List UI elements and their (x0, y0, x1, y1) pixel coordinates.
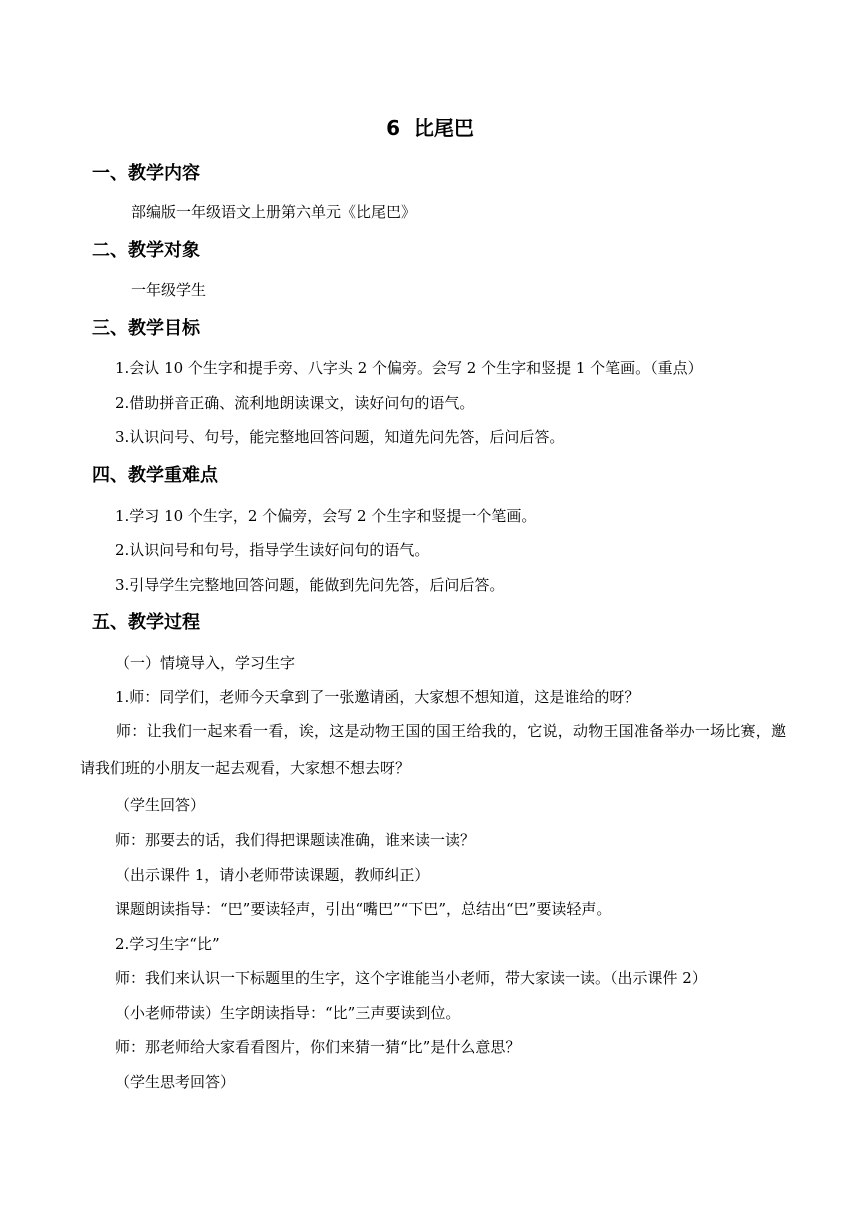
process-line: （小老师带读）生字朗读指导：“比”三声要读到位。 (115, 1004, 461, 1022)
process-line: 2.学习生字“比” (115, 935, 220, 953)
section-heading-objectives: 三、教学目标 (92, 318, 200, 339)
process-line: （出示课件 1，请小老师带读课题，教师纠正） (115, 866, 430, 884)
objective-item: 3.认识问号、句号，能完整地回答问题，知道先问先答，后问后答。 (115, 428, 565, 446)
section-heading-content: 一、教学内容 (92, 163, 200, 184)
key-point-item: 2.认识问号和句号，指导学生读好问句的语气。 (115, 541, 430, 559)
section-heading-process: 五、教学过程 (92, 612, 200, 633)
process-line: 师：那老师给大家看看图片，你们来猜一猜“比”是什么意思？ (115, 1038, 521, 1056)
process-line: （学生回答） (115, 796, 206, 814)
process-line: 课题朗读指导：“巴”要读轻声，引出“嘴巴”“下巴”，总结出“巴”要读轻声。 (115, 900, 612, 918)
process-line: （学生思考回答） (115, 1073, 236, 1091)
process-line: 师：那要去的话，我们得把课题读准确，谁来读一读？ (115, 831, 476, 849)
section-heading-audience: 二、教学对象 (92, 240, 200, 261)
process-line: 1.师：同学们，老师今天拿到了一张邀请函，大家想不想知道，这是谁给的呀？ (115, 688, 640, 706)
audience-line: 一年级学生 (131, 281, 207, 299)
process-subheading: （一）情境导入，学习生字 (115, 654, 296, 672)
objective-item: 1.会认 10 个生字和提手旁、八字头 2 个偏旁。会写 2 个生字和竖提 1 个笔画。（重点） (115, 359, 703, 377)
section-heading-key-points: 四、教学重难点 (92, 465, 218, 486)
key-point-item: 3.引导学生完整地回答问题，能做到先问先答，后问后答。 (115, 576, 505, 594)
process-line: 师：我们来认识一下标题里的生字，这个字谁能当小老师，带大家读一读。（出示课件 2） (115, 969, 707, 987)
content-line: 部编版一年级语文上册第六单元《比尾巴》 (131, 203, 417, 221)
process-paragraph: 师：让我们一起来看一看，诶，这是动物王国的国王给我的，它说，动物王国准备举办一场比赛，邀请我们班的小朋友一起去观看，大家想不想去呀？ (80, 722, 786, 777)
objective-item: 2.借助拼音正确、流利地朗读课文，读好问句的语气。 (115, 394, 475, 412)
key-point-item: 1.学习 10 个生字，2 个偏旁，会写 2 个生字和竖提一个笔画。 (115, 507, 537, 525)
document-title: 6 比尾巴 (386, 116, 474, 140)
